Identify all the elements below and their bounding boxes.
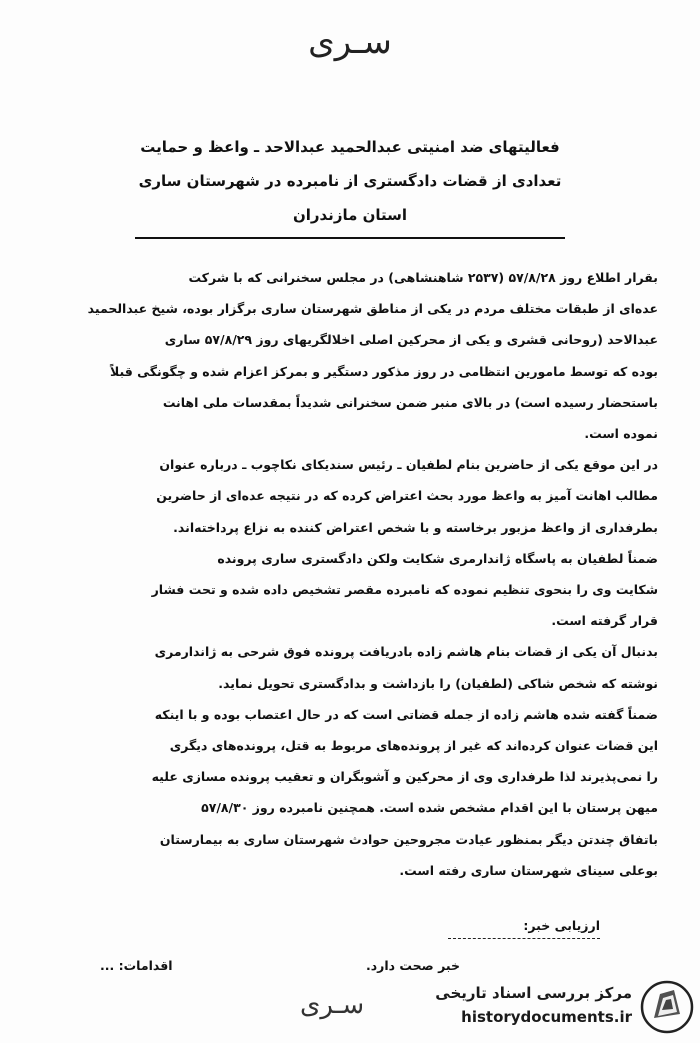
classification-footer: سـری	[300, 990, 365, 1020]
body-line: بطرفداری از واعظ مزبور برخاسته و با شخص اعتراض کننده به نزاع پرداخته‌اند.	[173, 519, 658, 535]
watermark-url: historydocuments.ir	[461, 1008, 632, 1026]
assessment-value: خبر صحت دارد.	[366, 958, 460, 973]
body-line: میهن پرستان با این اقدام مشخص شده است. همچنین نامبرده روز ۵۷/۸/۳۰	[201, 800, 658, 816]
body-line: بوده که توسط مامورین انتظامی در روز مذکور دستگیر و بمرکز اعزام شده و چگونگی قبلاً	[109, 363, 658, 379]
body-line: بقرار اطلاع روز ۵۷/۸/۲۸ (۲۵۳۷ شاهنشاهی) در مجلس سخنرانی که با شرکت	[188, 270, 658, 285]
body-line: عده‌ای از طبقات مختلف مردم در یکی از مناطق شهرستان ساری برگزار بوده، شیخ عبدالحمید	[87, 301, 658, 317]
watermark	[432, 980, 694, 1036]
body-line: باستحضار رسیده است) در بالای منبر ضمن سخنرانی شدیداً بمقدسات ملی اهانت	[162, 394, 658, 410]
body-line: در این موقع یکی از حاضرین بنام لطفیان ـ رئیس سندیکای نکاچوب ـ درباره عنوان	[159, 457, 658, 473]
title-line: تعدادی از قضات دادگستری از نامبرده در شهرستان ساری	[138, 172, 562, 190]
body-line: شکایت وی را بنحوی تنظیم نموده که نامبرده مقصر تشخیص داده شده و تحت فشار	[151, 582, 658, 598]
assessment-label: ارزیابی خبر:	[523, 918, 600, 933]
body-line: ضمناً گفته شده هاشم زاده از جمله قضاتی است که در حال اعتصاب بوده و با اینکه	[154, 706, 658, 722]
document-title	[90, 130, 610, 232]
body-line: قرار گرفته است.	[551, 613, 658, 629]
watermark-title: مرکز بررسی اسناد تاریخی	[435, 984, 632, 1002]
body-line: نموده است.	[584, 426, 658, 442]
archive-logo-icon	[640, 980, 694, 1034]
actions-label: اقدامات: ...	[100, 958, 173, 973]
body-line: این قضات عنوان کرده‌اند که غیر از پرونده‌های مربوط به قتل، پرونده‌های دیگری	[169, 738, 658, 754]
body-line: ضمناً لطفیان به پاسگاه ژاندارمری شکایت ولکن دادگستری ساری پرونده	[217, 550, 658, 566]
title-underline	[135, 237, 565, 239]
body-line: باتفاق چندتن دیگر بمنظور عیادت مجروحین حوادث شهرستان ساری به بیمارستان	[159, 831, 658, 847]
body-line: نوشته که شخص شاکی (لطفیان) را بازداشت و بدادگستری تحویل نماید.	[218, 675, 658, 691]
assessment-underline	[448, 938, 600, 939]
title-line: استان مازندران	[292, 206, 408, 224]
body-line: بدنبال آن یکی از قضات بنام هاشم زاده بادریافت پرونده فوق شرحی به ژاندارمری	[154, 644, 658, 660]
document-body	[44, 262, 658, 886]
body-line: بوعلی سینای شهرستان ساری رفته است.	[399, 862, 658, 878]
title-line: فعالیتهای ضد امنیتی عبدالحمید عبدالاحد ـ واعظ و حمایت	[140, 138, 560, 156]
classification-header: سـری	[308, 22, 392, 62]
body-line: را نمی‌پذیرند لذا طرفداری وی از محرکین و آشوبگران و تعقیب پرونده مسازی علیه	[151, 769, 658, 785]
body-line: عبدالاحد (روحانی قشری و یکی از محرکین اصلی اخلالگریهای روز ۵۷/۸/۲۹ ساری	[164, 332, 658, 348]
body-line: مطالب اهانت آمیز به واعظ مورد بحث اعتراض کرده که در نتیجه عده‌ای از حاضرین	[156, 488, 658, 504]
